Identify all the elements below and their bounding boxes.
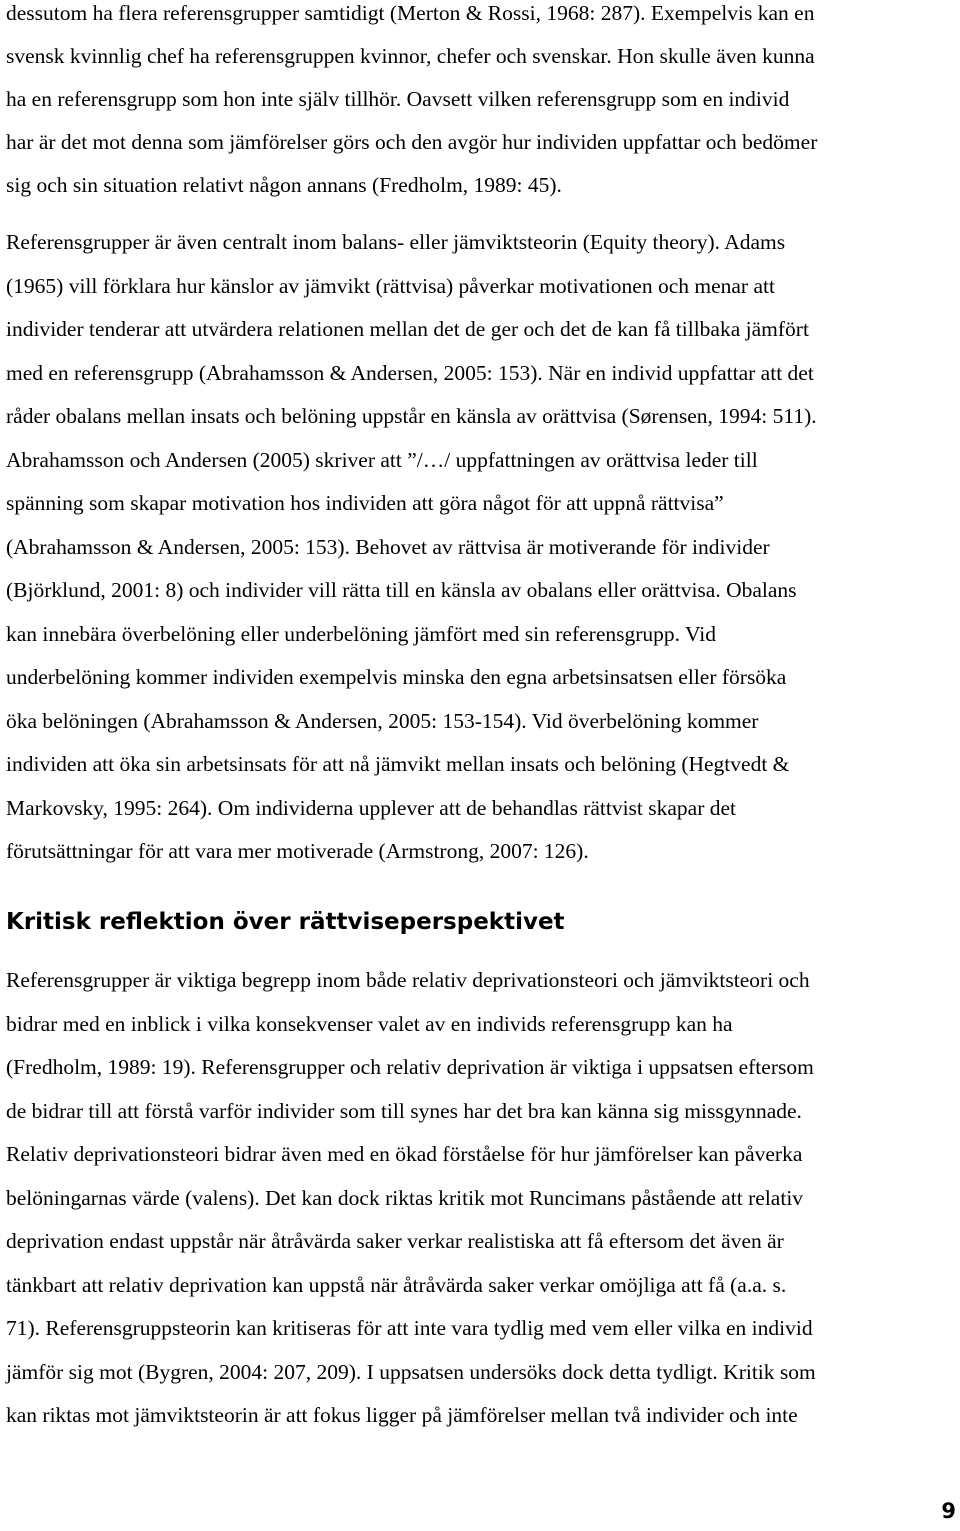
text-line: ha en referensgrupp som hon inte själv tillhör. Oavsett vilken referensgrupp som en individ bbox=[6, 87, 790, 111]
text-line: (Abrahamsson & Andersen, 2005: 153). Behovet av rättvisa är motiverande för individer bbox=[6, 535, 770, 559]
text-line: med en referensgrupp (Abrahamsson & Andersen, 2005: 153). När en individ uppfattar att det bbox=[6, 361, 814, 385]
text-line: jämför sig mot (Bygren, 2004: 207, 209). I uppsatsen undersöks dock detta tydligt. Kritik som bbox=[6, 1360, 816, 1384]
text-line: spänning som skapar motivation hos individen att göra något för att uppnå rättvisa” bbox=[6, 491, 724, 515]
section-heading: Kritisk reflektion över rättviseperspektivet bbox=[6, 909, 565, 935]
text-line: Relativ deprivationsteori bidrar även med en ökad förståelse för hur jämförelser kan påverka bbox=[6, 1142, 803, 1166]
text-line: förutsättningar för att vara mer motiverade (Armstrong, 2007: 126). bbox=[6, 839, 589, 863]
text-line: dessutom ha flera referensgrupper samtidigt (Merton & Rossi, 1968: 287). Exempelvis kan en bbox=[6, 1, 815, 25]
text-line: Referensgrupper är även centralt inom balans- eller jämviktsteorin (Equity theory). Adams bbox=[6, 230, 786, 254]
text-line: 71). Referensgruppsteorin kan kritiseras för att inte vara tydlig med vem eller vilka en individ bbox=[6, 1316, 813, 1340]
text-line: individen att öka sin arbetsinsats för att nå jämvikt mellan insats och belöning (Hegtvedt & bbox=[6, 752, 790, 776]
text-line: Abrahamsson och Andersen (2005) skriver att ”/…/ uppfattningen av orättvisa leder till bbox=[6, 448, 758, 472]
text-line: (Björklund, 2001: 8) och individer vill rätta till en känsla av obalans eller orättvisa. Obalans bbox=[6, 578, 797, 602]
text-line: deprivation endast uppstår när åtråvärda saker verkar realistiska att få eftersom det även är bbox=[6, 1229, 784, 1253]
text-line: Referensgrupper är viktiga begrepp inom både relativ deprivationsteori och jämviktsteori och bbox=[6, 968, 810, 992]
text-line: kan innebära överbelöning eller underbelöning jämfört med sin referensgrupp. Vid bbox=[6, 622, 716, 646]
text-line: belöningarnas värde (valens). Det kan dock riktas kritik mot Runcimans påstående att relativ bbox=[6, 1186, 804, 1210]
text-line: råder obalans mellan insats och belöning uppstår en känsla av orättvisa (Sørensen, 1994: 511). bbox=[6, 404, 817, 428]
text-line: har är det mot denna som jämförelser görs och den avgör hur individen uppfattar och bedömer bbox=[6, 130, 818, 154]
text-line: bidrar med en inblick i vilka konsekvenser valet av en individs referensgrupp kan ha bbox=[6, 1012, 733, 1036]
text-line: öka belöningen (Abrahamsson & Andersen, 2005: 153-154). Vid överbelöning kommer bbox=[6, 709, 759, 733]
text-line: individer tenderar att utvärdera relationen mellan det de ger och det de kan få tillbaka jämfört bbox=[6, 317, 809, 341]
text-line: underbelöning kommer individen exempelvis minska den egna arbetsinsatsen eller försöka bbox=[6, 665, 787, 689]
text-line: (Fredholm, 1989: 19). Referensgrupper och relativ deprivation är viktiga i uppsatsen eftersom bbox=[6, 1055, 814, 1079]
text-line: de bidrar till att förstå varför individer som till synes har det bra kan känna sig missgynnade. bbox=[6, 1099, 802, 1123]
text-line: svensk kvinnlig chef ha referensgruppen kvinnor, chefer och svenskar. Hon skulle även kunna bbox=[6, 44, 815, 68]
text-line: sig och sin situation relativt någon annans (Fredholm, 1989: 45). bbox=[6, 173, 562, 197]
text-line: Markovsky, 1995: 264). Om individerna upplever att de behandlas rättvist skapar det bbox=[6, 796, 737, 820]
text-line: tänkbart att relativ deprivation kan uppstå när åtråvärda saker verkar omöjliga att få (a.a. s. bbox=[6, 1273, 787, 1297]
page-number: 9 bbox=[941, 1499, 956, 1523]
text-line: (1965) vill förklara hur känslor av jämvikt (rättvisa) påverkar motivationen och menar att bbox=[6, 274, 775, 298]
text-line: kan riktas mot jämviktsteorin är att fokus ligger på jämförelser mellan två individer och inte bbox=[6, 1403, 798, 1427]
